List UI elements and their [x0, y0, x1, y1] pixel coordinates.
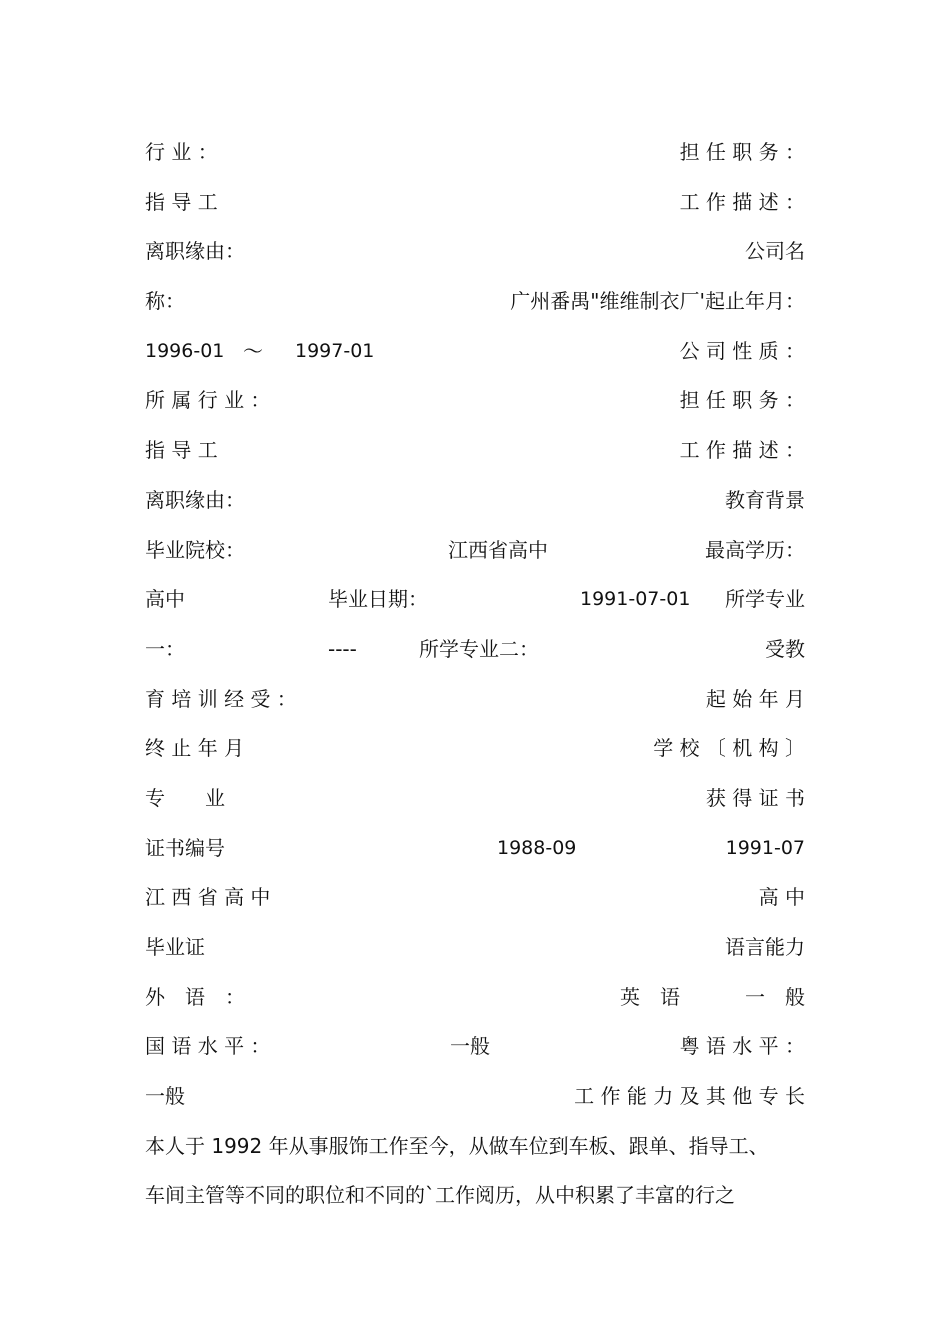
line-foreign-language [145, 975, 805, 1025]
label-position-2: 担 任 职 务 ： [679, 388, 805, 413]
label-company-name: 公司名 [745, 239, 805, 264]
line-guide-2 [145, 428, 805, 478]
line-leave-reason [145, 229, 805, 279]
section-skills: 工 作 能 力 及 其 他 专 长 [574, 1084, 805, 1109]
value-end-date: 1997-01 [295, 339, 375, 362]
line-certificate [145, 925, 805, 975]
label-leave-reason-2: 离职缘由： [145, 487, 245, 512]
label-training: 受教 [765, 636, 805, 661]
label-job-description-2: 工 作 描 述 ： [679, 438, 805, 463]
label-job-description: 工 作 描 述 ： [679, 189, 805, 214]
value-guide-2: 指 导 工 [145, 438, 218, 463]
label-leave-reason: 离职缘由： [145, 239, 245, 264]
line-training-row [145, 875, 805, 925]
line-guide [145, 180, 805, 230]
section-education: 教育背景 [725, 487, 805, 512]
header-end-date: 终 止 年 月 [145, 736, 245, 761]
header-certificate-number: 证书编号 [145, 835, 225, 860]
label-foreign-language: 外 语 ： [145, 984, 245, 1009]
label-company-name-cont: 称： [145, 289, 185, 314]
value-start-date: 1996-01 [145, 339, 225, 362]
label-company-nature: 公 司 性 质 ： [679, 338, 805, 363]
value-guide: 指 导 工 [145, 189, 218, 214]
value-mandarin: 一般 [450, 1034, 490, 1059]
label-training-cont: 育 培 训 经 受 ： [145, 686, 297, 711]
skills-paragraph-line-2 [145, 1173, 805, 1223]
skills-text-1: 本人于 1992 年从事服饰工作至今，从做车位到车板、跟单、指导工、 [145, 1133, 769, 1158]
label-school: 毕业院校： [145, 537, 245, 562]
label-industry-2: 所 属 行 业 ： [145, 388, 271, 413]
label-major-2: 所学专业二： [419, 636, 539, 661]
value-cantonese: 一般 [145, 1084, 185, 1109]
date-separator: ～ [243, 338, 263, 363]
line-training-header-2 [145, 776, 805, 826]
value-certificate: 毕业证 [145, 935, 205, 959]
line-leave-reason-2 [145, 478, 805, 528]
value-graduation-date: 1991-07-01 [580, 588, 691, 611]
line-major [145, 627, 805, 677]
line-degree [145, 577, 805, 627]
line-industry [145, 130, 805, 180]
line-training [145, 677, 805, 727]
line-industry-2 [145, 378, 805, 428]
value-training-end: 1991-07 [725, 836, 805, 859]
line-training-header [145, 726, 805, 776]
line-company [145, 279, 805, 329]
value-school: 江西省高中 [448, 537, 548, 562]
line-school [145, 528, 805, 578]
value-major-1: ---- [328, 636, 357, 661]
label-highest-degree: 最高学历： [705, 537, 805, 562]
value-degree: 高中 [145, 587, 185, 612]
header-start-date: 起 始 年 月 [705, 686, 805, 711]
label-major: 所学专业 [725, 587, 805, 612]
line-dates [145, 329, 805, 379]
label-cantonese: 粤 语 水 平 ： [679, 1034, 805, 1059]
label-mandarin: 国 语 水 平 ： [145, 1034, 271, 1059]
skills-text-2: 车间主管等不同的职位和不同的`工作阅历，从中积累了丰富的行之 [145, 1183, 735, 1208]
label-position: 担 任 职 务 ： [679, 140, 805, 164]
label-industry: 行 业 ： [145, 140, 218, 164]
value-institution: 江 西 省 高 中 [145, 885, 271, 910]
header-certificate: 获 得 证 书 [705, 785, 805, 810]
label-major-1: 一： [145, 636, 185, 661]
header-institution: 学 校 〔 机 构 〕 [653, 736, 805, 761]
line-cantonese [145, 1074, 805, 1124]
line-training-header-3 [145, 826, 805, 876]
value-foreign-language: 英 语 [620, 984, 680, 1009]
header-major: 专 业 [145, 785, 225, 810]
section-language: 语言能力 [725, 935, 805, 959]
label-graduation-date: 毕业日期： [328, 587, 428, 612]
line-mandarin [145, 1024, 805, 1074]
skills-paragraph-line-1 [145, 1124, 805, 1174]
value-training-major: 高 中 [758, 885, 805, 910]
value-company-name: 广州番禺"维维制衣厂'起止年月： [510, 289, 805, 314]
value-foreign-level: 一 般 [745, 984, 805, 1009]
value-training-start: 1988-09 [497, 836, 577, 859]
resume-content [145, 130, 805, 1223]
